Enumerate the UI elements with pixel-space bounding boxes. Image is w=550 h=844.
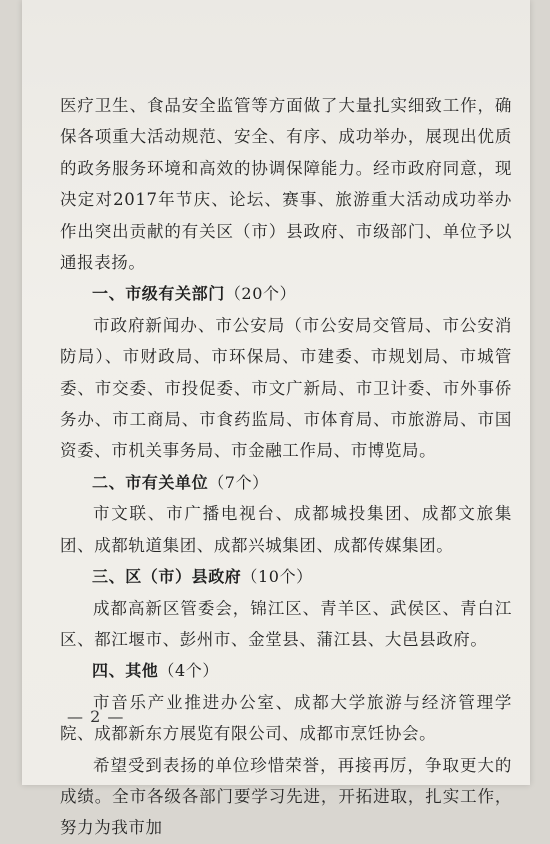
section-heading-label: 三、区（市）县政府 bbox=[92, 567, 242, 587]
section-body-city-departments: 市政府新闻办、市公安局（市公安局交管局、市公安消防局）、市财政局、市环保局、市建委、市规划局、市城管委、市交委、市投促委、市文广新局、市卫计委、市外事侨务办、市工商局、市食药监局、市体育局、市旅游局、市国资委、市机关事务局、市金融工作局、市博览局。 bbox=[60, 315, 512, 461]
section-heading-label: 二、市有关单位 bbox=[92, 472, 209, 492]
section-heading-count: （10个） bbox=[241, 567, 313, 587]
intro-paragraph: 医疗卫生、食品安全监管等方面做了大量扎实细致工作，确保各项重大活动规范、安全、有序、成功举办，展现出优质的政务服务环境和高效的协调保障能力。经市政府同意，现决定对2017年节庆、论坛、赛事、旅游重大活动成功举办作出突出贡献的有关区（市）县政府、市级部门、单位予以通报表扬。 bbox=[60, 96, 512, 273]
section-body-city-units: 市文联、市广播电视台、成都城投集团、成都文旅集团、成都轨道集团、成都兴城集团、成都传媒集团。 bbox=[60, 504, 512, 555]
section-heading-others bbox=[60, 655, 512, 686]
page-number: — 2 — bbox=[67, 707, 125, 726]
document-page bbox=[22, 0, 530, 838]
section-heading-label: 一、市级有关部门 bbox=[92, 284, 225, 304]
section-heading-district-governments bbox=[60, 561, 512, 592]
document-body bbox=[60, 90, 512, 844]
section-heading-count: （4个） bbox=[158, 661, 219, 681]
section-heading-count: （20个） bbox=[224, 284, 297, 304]
section-body-district-governments: 成都高新区管委会，锦江区、青羊区、武侯区、青白江区、都江堰市、彭州市、金堂县、蒲江县、大邑县政府。 bbox=[60, 598, 512, 649]
section-heading-count: （7个） bbox=[208, 472, 269, 492]
section-heading-label: 四、其他 bbox=[92, 661, 159, 681]
section-heading-city-departments bbox=[60, 278, 512, 309]
section-body-others: 市音乐产业推进办公室、成都大学旅游与经济管理学院、成都新东方展览有限公司、成都市烹饪协会。 bbox=[60, 692, 512, 744]
closing-paragraph: 希望受到表扬的单位珍惜荣誉，再接再厉，争取更大的成绩。全市各级各部门要学习先进，开拓进取，扎实工作，努力为我市加 bbox=[60, 755, 512, 838]
section-heading-city-units bbox=[60, 467, 512, 498]
